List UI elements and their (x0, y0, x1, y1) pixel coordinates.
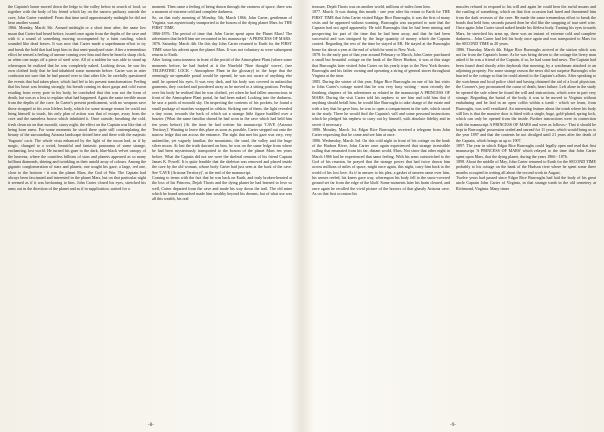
paragraph: 1898. About the middle of May, John Carter returned to Earth for the SECOND TIME probably to his cottage on the bank of the Hudson river where he spent some three months occupied in writing all about the second work in August. (456, 158, 596, 175)
paragraph: 1886. Monday, March 1st. Edgar Rice Burroughs received a telegram from John Carter requesting that he come and see him at once. (312, 126, 450, 138)
left-column-1 (8, 4, 146, 191)
paragraph: 1866-1876. The period of time that John Carter spent upon the Planet Mars! The adventures that befell him are recounted in his manuscript - A PRINCESS OF MARS. (152, 30, 292, 42)
paragraph: 1897. The year in which Edgar Rice Burroughs could legally open and read that first manuscript 'A PRINCESS OF MARS' which relayed to the time that John Carter spent upon Mars, that the dying planet, during the years 1866 - 1876. (456, 142, 596, 159)
page-number: -9- (450, 423, 456, 428)
paragraph: moment. Then came a feeling of being drawn through the vastness of space, there was a moment of extreme cold and complete darkness. (152, 4, 292, 15)
page-number: -8- (148, 423, 154, 428)
paragraph: 1876. Saturday, March 4th. On this day John Carter returned to Earth for the FIRST TIME since his advent upon the planet Mars. It was not voluntary as were subsequent returns to Earth. (152, 41, 292, 58)
paragraph: the Captain's home moved down the ledge to the valley below in search of food, so together with the body of his friend which lay on the narrow pathway outside the cave, John Carter vanished! From that time until approximately midnight he did not hear another sound. (8, 4, 146, 26)
paragraph: 1877. March. It was during this month - one year after his return to Earth for THE FIRST TIME that John Carter visited Edgar Rice Burroughs, it was the first of many visits and he appeared without warning. Burroughs was surprised to note that the Captain had not aged apparently. He told Burroughs that he had been mining and prospecting for part of the time that he had been away, and that he had been successful and was intrigued by the large quantity of money which the Captain carried. Regarding the rest of the time he stayed at ER. He stayed at the Burroughs home for about a year at the end of which he went to New York. (312, 9, 450, 52)
left-column-2 (152, 4, 292, 202)
paragraph: 1886. Thursday, March 4th. Edgar Rice Burroughs arrived at the station which was not far from the Captain's home. As he was being driven to the cottage the livery man asked if he was a friend of the Captain, if so, he had some bad news. The Captain had been found dead shortly after daybreak that morning, by a watchman attached to an adjoining property. For some strange reason the news did not surprise Burroughs who hurried to the cottage so that he could attend to the Captain's affairs. After speaking to the watchman and local police chief and having obtained the aid of a local physician, the Coroner's jury pronounced the cause of death, heart failure. Left alone in the study he opened the safe where he found the will and instructions, which were in part very strange. Regarding the burial of the body, it was to be moved to Virginia without embalming and be laid in an open coffin within a tomb - which we learn, from Burroughs, was well ventilated. An interesting feature about the tomb where his body still lies is that the massive door is fitted with a single, huge, gold-plated, spring lock, which can only be opened from the inside. Further instructions were in connection with the manuscript A PRINCESS OF MARS and were as follows:- That it should be kept in Burroughs' possession sealed and unread for 11 years, which would bring us to the year 1897 and that the contents be not divulged until 21 years after the death of the Captain, which brings us up to 1907. (456, 46, 596, 143)
paragraph: 1886. Wednesday, March 3rd. On this cold night in front of his cottage on the bank of the Hudson River, John Carter once again experienced that strange irresistible calling that emanated from his far, distant world, Mars. Not since that other night in March 1866 had he experienced that same feeling. With his arms outstretched to the God of his reunion, he prayed that the strange power that had twice drawn him across millions of miles of space, might once again, this night, carry him back to the world of his lost love. As if in answer to his plea, a gasket of unseen came over him, his senses reeled, his knees gave way, whereupon his body fell to the snow-covered ground set far from the edge of the bluff. Some moments later his brain cleared, and once again he recalled the vivid picture of the horrors of that ghastly Arizona cave. As on that first occasion his (312, 137, 450, 197)
paragraph: After losing consciousness in front of the portal of the Atmosphere Plant (where some moments before, he had hurled at it the Ninefold 'Nine thought' waves', (see TELEPATHIC LOCK - Atmosphere Plant in the glossary) in the hope that the seemingly un-openable portal would be opened, he was not aware of anything else until he opened his eyes. It was very dark, and his body was covered in unfamiliar garments, they cracked and powdered away as he moved to a sitting position. Feeling over his body he realised that he was clothed, yet when he had fallen unconscious in front of the Atmosphere Plant portal, he had been naked. Looking into the darkness, he saw a patch of moonlit sky. On inspecting the contents of his pockets, he found a small package of matches wrapped in oilskin. Striking one of them, the light revealed a tiny room, towards the back of which sat a strange little figure huddled over a brazier. (What the same familiar shroud he had worn in the cave which had held him ten years before) (At the time he had written his manuscript 'CAVE (Arizona Territory)'. Wanting to leave this place as soon as possible, Carter stepped out onto the narrow ledge that ran across the entrance. The sight that met his gaze was very, very unfamiliar, yet vaguely familiar, the mountains, the sand, the valley and the huge silver moon. At last the truth dawned on him, he was on the same ledge from where he had been mysteriously transported to the bosom of the planet Mars ten years before. What the Captain did not see were the skeletal remains of his friend Captain James K. Powell. It is quite feasible that the skeleton was removed and placed inside the cave by the old woman, whose body Carter had just seen at the back of the cave. See 'CAVE (Arizona Territory)', at the end of the manuscript. (152, 57, 292, 175)
paragraph: 1885. During the winter of this year, Edgar Rice Burroughs on one of his last visits to John Carter's cottage noted that he was very busy writing - most recently the finishing chapters of his adventures as related in the manuscript A PRINCESS OF MARS. During the visit Carter told his nephew to see him and told him that if anything should befall him, he would like Burroughs to take charge of the estate and with a key that he gave him, he was to open a compartment in the safe, which stood in the study. There he would find the Captain's will and some personal instructions which he pledged his nephew to carry out by himself, with absolute fidelity and in secret if necessary. (312, 78, 450, 127)
paragraph: 1866. Monday, March 5th. Around midnight or a short time after, the same low moan that Carter had heard before, issued once again from the depths of the cave and with it a sound of something moving accompanied by a faint rustling, which sounded like dead leaves. It was now that Carter made a superhuman effort to try and break the hold that had kept him in that semi-paralysed state. After a tremendous effort he sensed a feeling of unease coming over him and then he heard a sharp click, as when one snaps off a piece of steel wire. All of a sudden he was able to stand up whereupon he realized that he was completely naked. Looking down, he saw his own clothed body that he had inhabited some moments before. Carter was in utter confusion not sure that he had passed over to that other life, he carefully questioned the events that had taken place, which had led to his present transformation. Feeling that his heart was beating strongly, his breath coming in short gasps and cold sweat exuding from every pore in his body, he concluded that this was not the form of death, but was as a loss to explain what had happened. Again the same terrible moan from the depths of the cave. In Carter's present predicament, with no weapons save those strapped to his own lifeless body, which for some strange reason he could not bring himself to touch, his only plan of action was that of escape, away from the cave and the nameless horror which inhabited it. Once outside, breathing the cold, fresh clean air on that moonlit, starry night, the effect on the Captain was like that of being born anew. For some moments he stood there quite still contemplating the beauty of the surrounding Arizona landscape dotted here and there with the majestic 'Saguaro' cacti. The whole vista enhanced by the light of the moon had, as if by magic, changed to a weird, beautiful and fantastic panorama of some strange, enchanting, lost world. He turned his gaze to the dark, blue-black velvet canopy of the heavens, where the countless billions of stars and planets appeared as so many brilliant diamonds, shining and twinkling as their untold array of colours. Among the gigantic conglomeration of stars and planets, one sought his gaze, a large, red one, close to the horizon - it was the planet Mars, the God of War. The Captain had always been fascinated and interested in the planet Mars, but on that particular night it seemed as if it was beckoning to him. John Carter closed his eyes, stretched his arms out in the direction of the planet and as if in supplication, waited for a (8, 25, 146, 191)
right-page (302, 0, 604, 432)
paragraph: So, on that early morning of Monday, 5th, March 1866, John Carter, gentleman of Virginia, was mysteriously transported to the bosom of the dying planet Mars for THE FIRST TIME. (152, 14, 292, 31)
right-column-1 (312, 4, 450, 196)
paragraph: Coming to terms with the fact that he was back on Earth, and truly broken-hearted at the loss of his Princess, Dejah Thoris and the dying planet he had learned to love so well, Carter departed from the cave and made his way down the trail. The old mine which he found untouched made him wealthy beyond his dreams, but of what use was all this wealth, his real (152, 175, 292, 202)
paragraph: Twelve years had passed since Edgar Rice Burroughs had laid the body of his great uncle Captain John Carter of Virginia, in that strange tomb in the old cemetery at Richmond, Virginia. Many times (456, 175, 596, 191)
paragraph: muscles refused to respond to his will and again he could hear the awful moans and the rustling of something, which on that first occasion had lured and threatened him from the dark recesses of the cave. He made the same tremendous effort to break the bonds that held him; seconds passed then he slid like the snapping of taut steel wire. Once again John Carter stood naked beside his lifeless body. Turning his eyes towards Mars, he stretched his arms up, there was an instant of extreme cold and complete darkness... John Carter had left his body once again and was transported to Mars for the SECOND TIME in 20 years. (456, 4, 596, 47)
paragraph: treasure, Dejah Thoris was on another world, millions of miles from him. (312, 4, 431, 9)
paragraph: 1878. In the early part of that year around February or March, John Carter purchased a small but beautiful cottage on the bank of the River Hudson, it was at this stage that Burroughs later visited John Carter on his yearly trips to the New York theater. Burroughs and his father owning and operating a string of general stores throughout Virginia at the time. (312, 52, 450, 79)
right-column-2 (456, 4, 596, 191)
